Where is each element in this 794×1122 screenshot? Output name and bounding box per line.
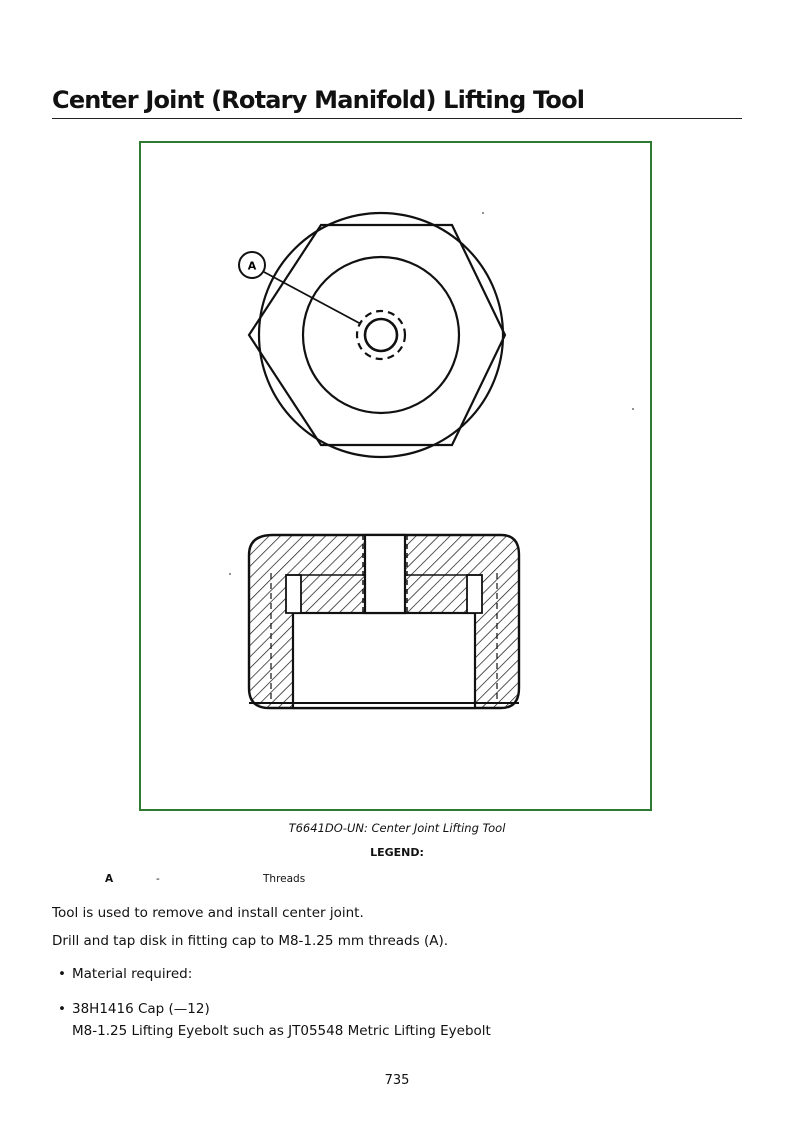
legend-description: Threads bbox=[263, 873, 306, 885]
bullet-text: 38H1416 Cap (—12) bbox=[72, 1001, 210, 1017]
bullet-dot-icon: • bbox=[58, 966, 66, 982]
callout-a-label: A bbox=[247, 259, 257, 273]
paragraph-instructions: Drill and tap disk in fitting cap to M8-1.25 mm threads (A). bbox=[52, 933, 449, 949]
page-title: Center Joint (Rotary Manifold) Lifting Tool bbox=[52, 86, 742, 119]
figure-caption: T6641DO-UN: Center Joint Lifting Tool bbox=[288, 821, 506, 835]
legend-separator: - bbox=[156, 873, 160, 885]
top-view-hex bbox=[249, 213, 505, 457]
bullet-subtext: M8-1.25 Lifting Eyebolt such as JT05548 Metric Lifting Eyebolt bbox=[72, 1023, 491, 1039]
bullet-text: Material required: bbox=[72, 966, 193, 982]
section-view-cap bbox=[249, 535, 519, 708]
figure-frame bbox=[139, 141, 652, 811]
legend-heading: LEGEND: bbox=[370, 846, 424, 859]
legend-item bbox=[0, 873, 794, 887]
lifting-tool-drawing bbox=[141, 143, 650, 809]
page-number: 735 bbox=[384, 1073, 410, 1088]
bullet-dot-icon: • bbox=[58, 1001, 66, 1017]
callout-a bbox=[239, 252, 361, 324]
paragraph-purpose: Tool is used to remove and install center joint. bbox=[52, 905, 364, 921]
legend-key: A bbox=[105, 873, 114, 885]
